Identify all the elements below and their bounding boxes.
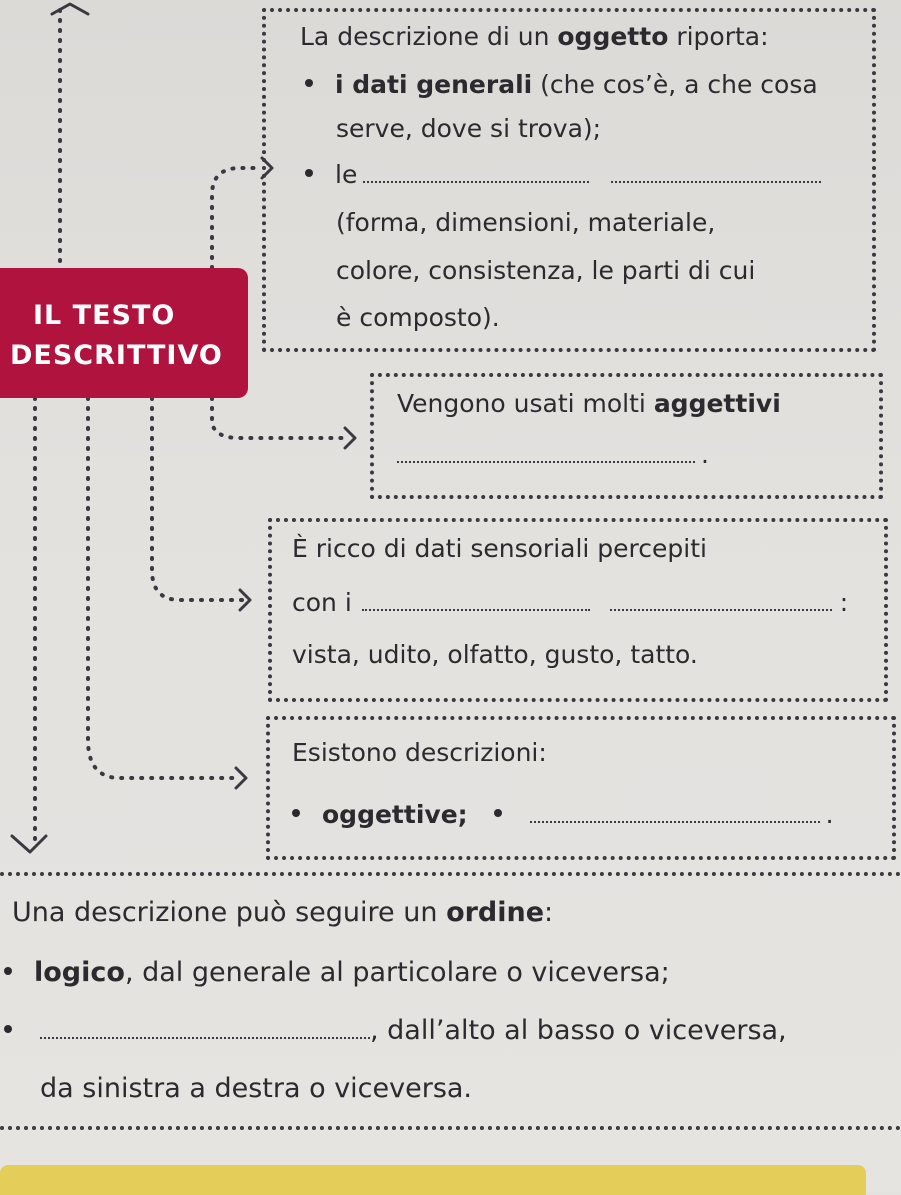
box4-items bbox=[292, 800, 834, 830]
bullet-dot bbox=[292, 809, 300, 817]
divider-top bbox=[0, 872, 901, 876]
blank-field[interactable] bbox=[362, 591, 590, 611]
order-intro-end: : bbox=[544, 897, 554, 928]
blank-field[interactable] bbox=[40, 1019, 370, 1039]
blank-field[interactable] bbox=[363, 163, 589, 183]
box3-line2-end: : bbox=[839, 588, 849, 617]
blank-field[interactable] bbox=[610, 591, 832, 611]
title-badge bbox=[0, 268, 248, 398]
box1-b2-line2: (forma, dimensioni, materiale, bbox=[336, 208, 716, 237]
box2-line1 bbox=[397, 389, 781, 419]
box2-line1-text: Vengono usati molti bbox=[397, 389, 654, 418]
bullet-dot bbox=[4, 1025, 12, 1033]
order-b2-rest: , dall’alto al basso o viceversa, bbox=[370, 1015, 787, 1046]
box2-line2-end: . bbox=[701, 440, 709, 469]
bullet-dot bbox=[305, 169, 313, 177]
blank-field[interactable] bbox=[530, 803, 820, 823]
box1-intro-bold: oggetto bbox=[557, 22, 669, 51]
box1-b2-line3: colore, consistenza, le parti di cui bbox=[336, 256, 756, 285]
divider-bottom bbox=[0, 1126, 901, 1130]
box2-line1-bold: aggettivi bbox=[653, 389, 781, 418]
box4-item-1: oggettive; bbox=[322, 800, 468, 829]
box3-line3: vista, udito, olfatto, gusto, tatto. bbox=[292, 640, 698, 669]
box1-b1-bold: i dati generali bbox=[335, 70, 533, 99]
box4-line1: Esistono descrizioni: bbox=[292, 738, 547, 767]
box3-line2 bbox=[292, 588, 848, 618]
bullet-dot bbox=[4, 967, 12, 975]
yellow-strip bbox=[0, 1165, 866, 1195]
bullet-dot bbox=[305, 79, 313, 87]
blank-field[interactable] bbox=[611, 163, 821, 183]
order-intro-text: Una descrizione può seguire un bbox=[12, 897, 447, 928]
order-intro bbox=[12, 898, 553, 928]
order-b1-rest: , dal generale al particolare o viceversa; bbox=[124, 957, 670, 988]
box1-b1-rest: (che cos’è, a che cosa bbox=[532, 70, 818, 99]
badge-line-2: DESCRITTIVO bbox=[10, 340, 223, 371]
order-b1-bold: logico bbox=[34, 957, 125, 988]
box2-line2 bbox=[397, 440, 709, 470]
box1-intro bbox=[300, 22, 769, 52]
order-intro-bold: ordine bbox=[446, 897, 545, 928]
order-bullet-2 bbox=[4, 1016, 787, 1046]
box1-b2-line4: è composto). bbox=[336, 303, 500, 332]
box3-line2-text: con i bbox=[292, 588, 352, 617]
box1-intro-end: riporta: bbox=[668, 22, 769, 51]
box1-b2-label: le bbox=[335, 160, 358, 189]
box3-line1: È ricco di dati sensoriali percepiti bbox=[292, 534, 707, 563]
box1-bullet-1 bbox=[305, 70, 818, 100]
bullet-dot bbox=[494, 809, 502, 817]
box1-bullet-2 bbox=[305, 160, 821, 190]
order-line3: da sinistra a destra o viceversa. bbox=[40, 1073, 473, 1104]
box4-item-2-end: . bbox=[825, 800, 834, 829]
badge-line-1: IL TESTO bbox=[33, 300, 176, 331]
order-bullet-1 bbox=[4, 958, 670, 988]
blank-field[interactable] bbox=[397, 443, 695, 463]
box1-b1-line2: serve, dove si trova); bbox=[336, 114, 602, 143]
box1-intro-text: La descrizione di un bbox=[300, 22, 558, 51]
